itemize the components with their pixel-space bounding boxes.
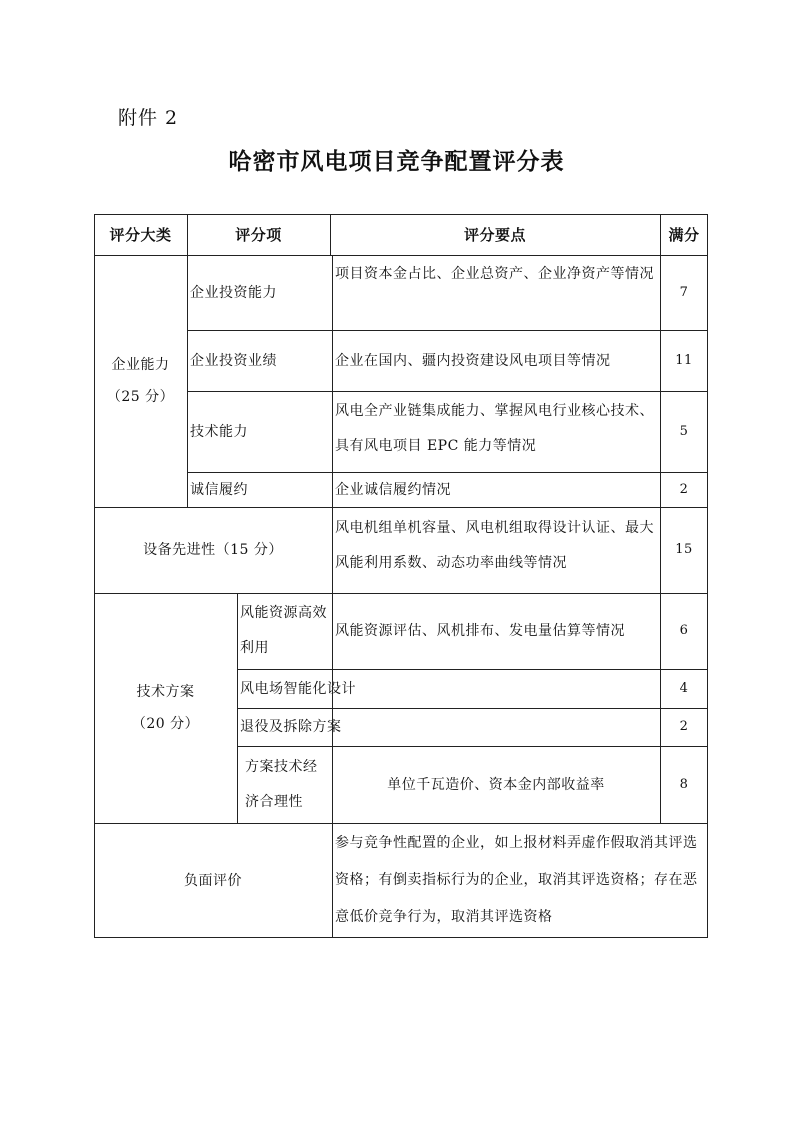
item-technical-economic-rationality: 方案技术经济合理性 [245, 759, 318, 810]
score-investment-capability: 7 [679, 284, 689, 300]
points-investment-performance: 企业在国内、疆内投资建设风电项目等情况 [335, 352, 611, 369]
item-smart-design: 风电场智能化设计 [240, 680, 356, 697]
points-equipment-advancement: 风电机组单机容量、风电机组取得设计认证、最大风能利用系数、动态功率曲线等情况 [335, 520, 654, 571]
item-decommissioning-plan: 退役及拆除方案 [240, 719, 342, 735]
category-equipment-advancement: 设备先进性（15 分） [143, 542, 283, 558]
header-category: 评分大类 [109, 225, 172, 244]
scoring-table [94, 214, 708, 938]
score-technical-economic-rationality: 8 [679, 776, 689, 792]
score-integrity: 2 [679, 481, 689, 497]
header-points: 评分要点 [463, 225, 526, 244]
category-negative-evaluation: 负面评价 [184, 872, 242, 889]
points-technical-capability: 风电全产业链集成能力、掌握风电行业核心技术、具有风电项目 EPC 能力等情况 [335, 403, 654, 454]
category-weight: （25 分） [106, 389, 175, 405]
category-name: 技术方案 [136, 684, 195, 700]
item-technical-capability: 技术能力 [190, 423, 248, 440]
item-wind-resource-utilization: 风能资源高效利用 [240, 605, 327, 656]
points-integrity: 企业诚信履约情况 [335, 481, 451, 498]
category-enterprise-capability [94, 255, 187, 507]
page-title: 哈密市风电项目竞争配置评分表 [228, 149, 565, 175]
points-negative-evaluation: 参与竞争性配置的企业，如上报材料弄虚作假取消其评选资格；有倒卖指标行为的企业，取消其评选资格；存在恶意低价竞争行为，取消其评选资格 [335, 835, 698, 925]
score-decommissioning-plan: 2 [679, 719, 689, 734]
points-technical-economic-rationality: 单位千瓦造价、资本金内部收益率 [387, 776, 605, 793]
attachment-label: 附件 2 [118, 107, 179, 129]
score-smart-design: 4 [679, 680, 689, 696]
header-full-score: 满分 [668, 225, 700, 244]
item-investment-capability: 企业投资能力 [190, 284, 277, 301]
score-equipment-advancement: 15 [675, 542, 693, 557]
category-technical-plan [94, 593, 237, 823]
points-investment-capability: 项目资本金占比、企业总资产、企业净资产等情况 [335, 266, 654, 282]
item-investment-performance: 企业投资业绩 [190, 352, 277, 369]
score-technical-capability: 5 [679, 423, 689, 439]
category-name: 企业能力 [111, 357, 170, 373]
category-weight: （20 分） [131, 716, 200, 732]
header-item: 评分项 [235, 225, 282, 244]
item-integrity: 诚信履约 [190, 481, 248, 498]
points-wind-resource-utilization: 风能资源评估、风机排布、发电量估算等情况 [335, 623, 625, 639]
score-investment-performance: 11 [675, 352, 693, 368]
score-wind-resource-utilization: 6 [679, 623, 689, 638]
